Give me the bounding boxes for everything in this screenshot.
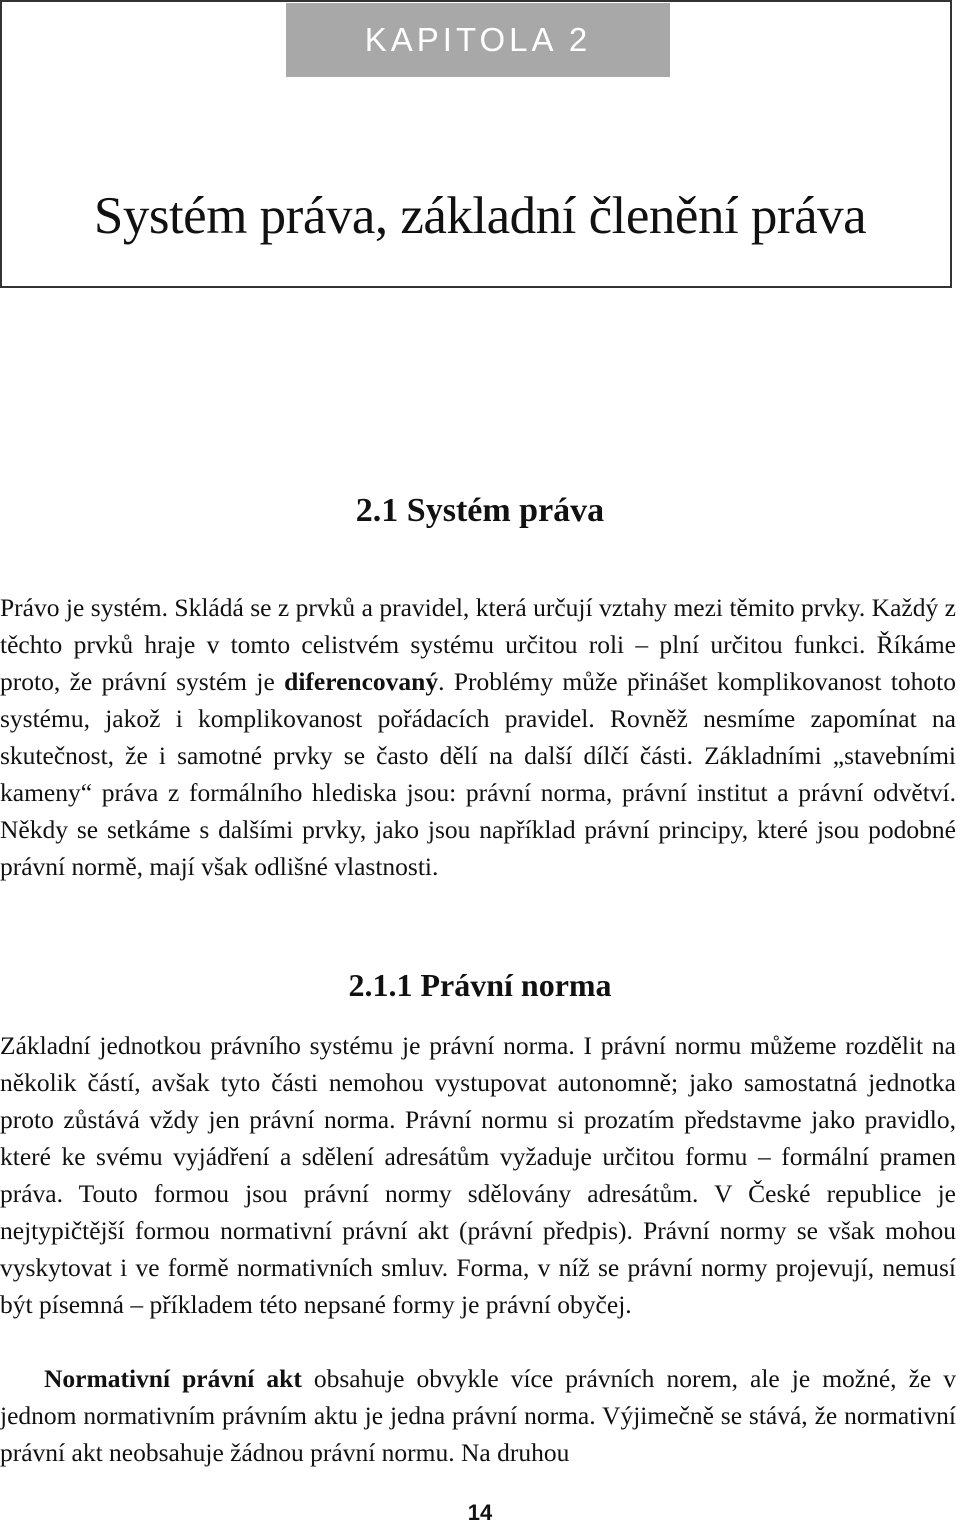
section-title: 2.1 Systém práva: [355, 492, 605, 529]
paragraph-text: obsahuje obvykle více právních norem, ale je možné, že v jednom normativním právním aktu je jedna právní norma. Výjimečně se stává, že normativní právní akt neobsahuje žádnou právní normu. Na druhou: [0, 1364, 956, 1467]
chapter-title: Systém práva, základní členění práva: [93, 187, 867, 245]
bold-term: diferencovaný: [284, 667, 439, 696]
subsection-paragraph: Základní jednotkou právního systému je právní norma. I právní normu můžeme rozdělit na několik částí, avšak tyto části nemohou vystupovat autonomně; jako samostatná jednotka proto zůstává vždy jen právní norma. Právní normu si prozatím představme jako pravidlo, které ke svému vyjádření a sdělení adresátům vyžaduje určitou formu – formální pramen práva. Touto formou jsou právní normy sdělovány adresátům. V České republice je nejtypičtější formou normativní právní akt (právní předpis). Právní normy se však mohou vyskytovat i ve formě normativních smluv. Forma, v níž se právní normy projevují, nemusí být písemná – příkladem této nepsané formy je právní obyčej.: [0, 1031, 956, 1319]
bold-term: Normativní právní akt: [44, 1364, 302, 1393]
page-number: 14: [467, 1500, 493, 1525]
chapter-label: KAPITOLA 2: [286, 3, 670, 77]
subsection-title: 2.1.1 Právní norma: [348, 967, 612, 1003]
section-paragraph: [0, 589, 956, 885]
paragraph-text: Právo je systém. Skládá se z prvků a pravidel, která určují vztahy mezi těmito prvky. Každý z těchto prvků hraje v tomto celistvém systému určitou roli – plní určitou funkci. Říkáme proto, že právní systém je: [0, 593, 956, 696]
subsection-paragraph-2: [0, 1360, 956, 1471]
paragraph-text: . Problémy může přinášet komplikovanost tohoto systému, jakož i komplikovanost pořádacích pravidel. Rovněž nesmíme zapomínat na skutečnost, že i samotné prvky se často dělí na další dílčí části. Základními „stavebními kameny“ práva z formálního hlediska jsou: právní norma, právní institut a právní odvětví. Někdy se setkáme s dalšími prvky, jako jsou například právní principy, které jsou podobné právní normě, mají však odlišné vlastnosti.: [0, 667, 956, 881]
